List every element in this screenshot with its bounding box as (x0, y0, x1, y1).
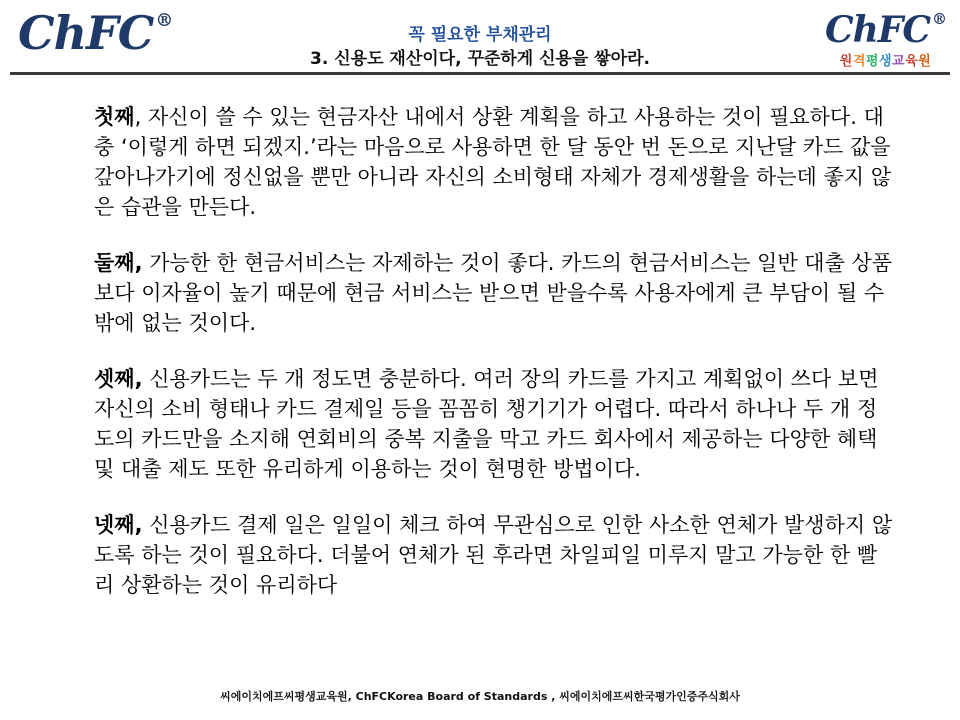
paragraph-first (94, 102, 894, 222)
paragraph-third (94, 364, 894, 484)
paragraph-second (94, 248, 894, 338)
logo-left-text: ChFC (18, 6, 154, 60)
logo-subtitle-char: 육 (905, 54, 919, 69)
paragraph-lead: 셋째, (94, 367, 143, 391)
paragraph-fourth (94, 510, 894, 600)
registered-mark: ® (155, 10, 173, 31)
paragraph-lead: 넷째, (94, 513, 143, 537)
paragraph-lead: 첫째 (94, 105, 135, 129)
logo-subtitle-char: 원 (839, 54, 853, 69)
logo-right-text: ChFC (824, 9, 930, 51)
page-title: 꼭 필요한 부채관리 (408, 25, 552, 45)
logo-subtitle-char: 교 (892, 54, 906, 69)
footer-credits: 씨에이치에프씨평생교육원, ChFCKorea Board of Standards , 씨에이치에프씨한국평가인증주식회사 (220, 690, 740, 703)
page-subtitle: 3. 신용도 재산이다, 꾸준하게 신용을 쌓아라. (310, 49, 650, 69)
paragraph-text: 가능한 한 현금서비스는 자제하는 것이 좋다. 카드의 현금서비스는 일반 대출 상품보다 이자율이 높기 때문에 현금 서비스는 받으면 받을수록 사용자에게 큰 부담이 될 수밖에 없는 것이다. (94, 251, 893, 335)
header-divider (10, 72, 950, 75)
logo-subtitle-char: 격 (852, 54, 866, 69)
logo-subtitle-char: 평 (865, 54, 879, 69)
logo-subtitle-char: 원 (918, 54, 932, 69)
logo-subtitle-char: 생 (878, 54, 892, 69)
paragraph-text: 신용카드 결제 일은 일일이 체크 하여 무관심으로 인한 사소한 연체가 발생하지 않도록 하는 것이 필요하다. 더불어 연체가 된 후라면 차일피일 미루지 말고 가능한 한 빨리 상환하는 것이 유리하다 (94, 513, 893, 597)
paragraph-text: 신용카드는 두 개 정도면 충분하다. 여러 장의 카드를 가지고 계획없이 쓰다 보면 자신의 소비 형태나 카드 결제일 등을 꼼꼼히 챙기기가 어렵다. 따라서 하나나 두 개 정도의 카드만을 소지해 연회비의 중복 지출을 막고 카드 회사에서 제공하는 다양한 혜택 및 대출 제도 또한 유리하게 이용하는 것이 현명한 방법이다. (94, 367, 879, 481)
paragraph-lead: 둘째, (94, 251, 143, 275)
main-content (94, 102, 894, 626)
registered-mark: ® (932, 10, 946, 28)
paragraph-text: , 자신이 쓸 수 있는 현금자산 내에서 상환 계획을 하고 사용하는 것이 필요하다. 대충 ‘이렇게 하면 되겠지.’라는 마음으로 사용하면 한 달 동안 번 돈으로 지난달 카드 값을 갚아나가기에 정신없을 뿐만 아니라 자신의 소비형태 자체가 경제생활을 하는데 좋지 않은 습관을 만든다. (94, 105, 892, 219)
